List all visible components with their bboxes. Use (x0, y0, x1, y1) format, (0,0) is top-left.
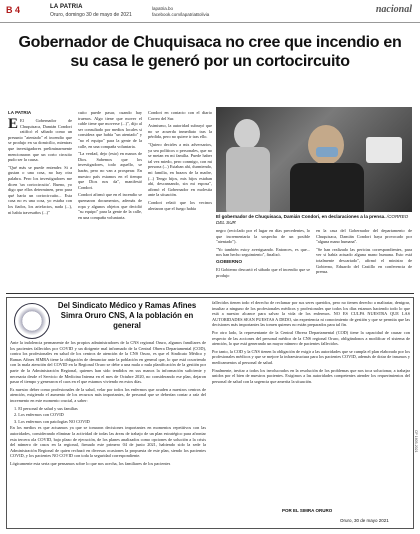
article-paragraph: "Qué más se puede entender. Si a gustan o una cosa, no hay otra palabra. Pero los investigadores me dicen 'un cortocircuito'. Bueno, yo digo que ellos determinen, pero para qué haría un cortocircuito... Esta casa no es una cosa, yo estaba con los fiados, los artefactos, nada (...), ni había travesaños (...)" (8, 164, 72, 215)
article-paragraph: en la casa del Gobernador del departamento de Chuquisaca, Damián Condori haya provocado por "alguna mano humana". (316, 228, 412, 245)
article-paragraph: cuito puede pasar, cuando hay truenos. Algo tiene que mover el cable tiene que moverse (...)", dijo al ser consultado por medios locales si considera que había "un atentado" y "no el equipo" para la gente de la calle, en una compaña voluntaria. (78, 110, 142, 149)
article-headline: Gobernador de Chuquisaca no cree que incendio en su casa le generó por un cortocircuito (18, 34, 402, 70)
article-photo (216, 107, 412, 212)
article-paragraph: "Quiero decirles a mis adversarios, ya sea políticos o personales, que no se metan en mi familia. Puede haber tal vez miedo, pero conmigo, con mi persona (...) Estaban ahí, durmiendo, mi familia, en brazos de la madre, (...) Tengo hijos, mis hijos estaban ahí, descansando, sin mi esposa", afirmó el Gobernador en molestia ante la situación. (148, 141, 212, 198)
social-link-web[interactable]: lapatria.bo (152, 6, 174, 11)
article-paragraph: E El Gobernador de Chuquisaca, Damián Condori ratificó el sábado como un presunto "atentado" el incendio que se produjo en su domicilio, mientras que investigadores preliminarmente mencionaron que un corto circuito pudo ser la causa. (8, 116, 72, 163)
section-label: nacional (375, 4, 412, 15)
section-divider (6, 293, 414, 294)
article-column-4 (216, 228, 310, 290)
article-paragraph: Condori afirmó que en el incendio se quemaron documentos, además de ropa y algunos objetos que decidió "su equipo" para la gente de la calle, en una compaña voluntaria. (78, 192, 142, 220)
photo-face-mask (316, 147, 338, 157)
communique-paragraph: Por tanto, la COD y la CNS tienen la obligación de exigir a las autoridades que se cumpla el plan elaborado por los profesionales médicos y que se mejore la infraestructura para los pacientes COVID, además de dotar de insumos y medicamentos al personal de salud. (212, 348, 410, 365)
photo-microphones (366, 137, 402, 163)
article-column-5 (316, 228, 412, 290)
article-paragraph: Asimismo, la autoridad subrayó que no se acuerda inmediato tras la pérdida, pero no quiere ir tras ello. (148, 123, 212, 140)
article-paragraph: "La verdad, dejo (esto) en manos de Dios. Sabemos que los investigadores, todo aquello, se harán, pero no van a prosperar. En nuestro país estamos en el tiempo que Dios nos da", manifestó Condori. (78, 151, 142, 190)
photo-figure-left (234, 119, 260, 149)
photo-caption: El gobernador de Chuquisaca, Damián Condori, en declaraciones a la prensa. /CORREO DEL SUR (216, 214, 409, 225)
article-byline: LA PATRIA (8, 110, 32, 115)
social-link-facebook[interactable]: facebook.com/lapatriaBolivia (152, 12, 210, 17)
photo-credit: /CORREO DEL SUR (216, 214, 409, 225)
article-paragraph: "Se han realizado las pericias correspondientes, para ver si había actuado alguna mano humana. Esto está totalmente descartado", afirmó el ministro de Gobierno, Eduardo del Castillo en conferencia de prensa. (316, 246, 412, 275)
page-header (0, 0, 420, 23)
communique-paragraph: Ante la indolencia permanente de los propios administradores de la CNS regional Oruro, algunos familiares de los pacientes fallecidos por COVID y un dirigente mal informado de la Central Obrera Departamental (COD), contra los profesionales en salud de los centros de atención de la CNS Oruro, es que el Sindicato Médico y Ramas Afines SIMRA tiene la obligación de denunciar ante la población en general que, lo que está ocurriendo con la mala atención del COVID en la Regional Oruro se debe a una mala o nula planificación de la gestión por parte de la Administración Regional, quienes han sido tendidos en sus manos la información suficiente y necesaria desde el Servicio de Medicina Interna en el mes de Octubre 2020, no considerando ese plan, dejaron pasar el tiempo y generaron el caos en el que estamos viviendo en estos días. (10, 340, 206, 385)
article-paragraph: "Yo también estoy averiguando. Entonces, es que... nos han hecho seguimiento", finalizó. (216, 246, 310, 258)
issue-date: Oruro, domingo 30 de mayo de 2021 (50, 12, 132, 18)
article-column-1 (8, 110, 72, 290)
communique-paragraph: Lógicamente esta seria que pensamos sobre lo que nos acecha, los familiares de los pacientes (10, 460, 171, 466)
photo-speaker-head (308, 125, 344, 165)
article-subhead: GOBIERNO (216, 259, 243, 265)
drop-cap: E (8, 116, 19, 132)
article-column-3 (148, 110, 212, 290)
communique-paragraph: Es nuestro deber como profesionales de la salud, velar por todos los enfermos que acuden a nuestros centros de atención, exigiendo el aumento de los recursos más importantes, de personal que se deberían contar a raíz del incremento en este momento crucial, a saber: (10, 386, 206, 403)
communique-list-item: 1. El personal de salud y sus familias (14, 405, 78, 411)
communique-paragraph: Por otro lado, la representante de la Central Obrera Departamental (COD) tiene la capacidad de causar con respecto de las acciones del personal médico de la CNS regional Oruro, obligándonos a modificar el sistema de atención, lo que está generando un mayor número de pacientes fallecidos. (212, 329, 410, 347)
photo-speaker-body (290, 163, 364, 212)
newspaper-brand: LA PATRIA (50, 4, 83, 10)
page-number: B 4 (6, 5, 21, 15)
article-paragraph: Condori en contacto con el diario Correo del Sur. (148, 110, 212, 121)
union-seal-logo (14, 303, 50, 339)
article-column-2 (78, 110, 142, 290)
article-paragraph: negro (reciclado por el lugar en días precedentes, lo que incrementaría la sospecha de un posible "atentado"). (216, 228, 310, 245)
communique-paragraph: Finalmente, invitar a todos los involucrados en la resolución de los problemas que nos toca solucionar, a trabajar unidos por el bien de nuestros pacientes. Exigimos a las autoridades competentes atender los requerimientos del personal de salud con la urgencia que amerita la situación. (212, 367, 410, 384)
communique-right-column (212, 300, 410, 506)
communique-date: Oruro, 30 de mayo 2021 (340, 518, 389, 523)
communique-list-item: 2. Los enfermos con COVID (14, 412, 64, 418)
communique-list-item: 3. Los enfermos con patologías NO COVID (14, 418, 90, 424)
social-links (152, 6, 209, 18)
photo-figure-left-body (226, 147, 270, 212)
communique-left-column (10, 340, 206, 520)
communique-paragraph: fallecidos tienen todo el derecho de reclamar por sus seres queridos, pero no tienen derecho a maltratar, denigrar, insultar a ninguno de los profesionales médicos y profesionales que todos los días estamos haciendo todo lo que está a nuestro alcance para salvar la vida de los enfermos. NO ES CULPA NUESTRA QUE LAS AUTORIDADES SEAN PUESTAS A DEDO, sin experiencia ni conocimiento de gestión y que se permita que las decisiones más importantes las tomen quienes no están preparados para tal fin. (212, 300, 410, 328)
communique-paragraph: En los medios es que actuamos ya que se tomaron decisiones importantes en momentos repetitivos con las autoridades, considerando eliminar la actividad de todas las áreas de trabajo de un plan estratégico para afrontar esta tercera ola COVID, bajo plazo de ejecución, de los planes analizados como opciones de solución a la crisis del número de casos en la regional, firmado este primero 04 de junio 2021, habiendo sido la sede la Administración Regional de quien rechazó en diversas ocasiones la propuesta de este plan, siendo los pacientes COVID, y los pacientes NO COVID con toda la seguridad correspondiente. (10, 425, 206, 459)
vertical-tag: CP 1605-2021 (414, 430, 418, 453)
communique-signature: POR EL SIMRA ORURO (282, 508, 333, 513)
communique-title: Del Sindicato Médico y Ramas Afines Simra Oruro CNS, A la población en general (57, 301, 197, 330)
article-paragraph: El Gobierno descartó el sábado que el incendio que se produjo (216, 266, 310, 278)
article-paragraph: Condori relató que los vecinos alertaron que el fuego había (148, 199, 212, 211)
